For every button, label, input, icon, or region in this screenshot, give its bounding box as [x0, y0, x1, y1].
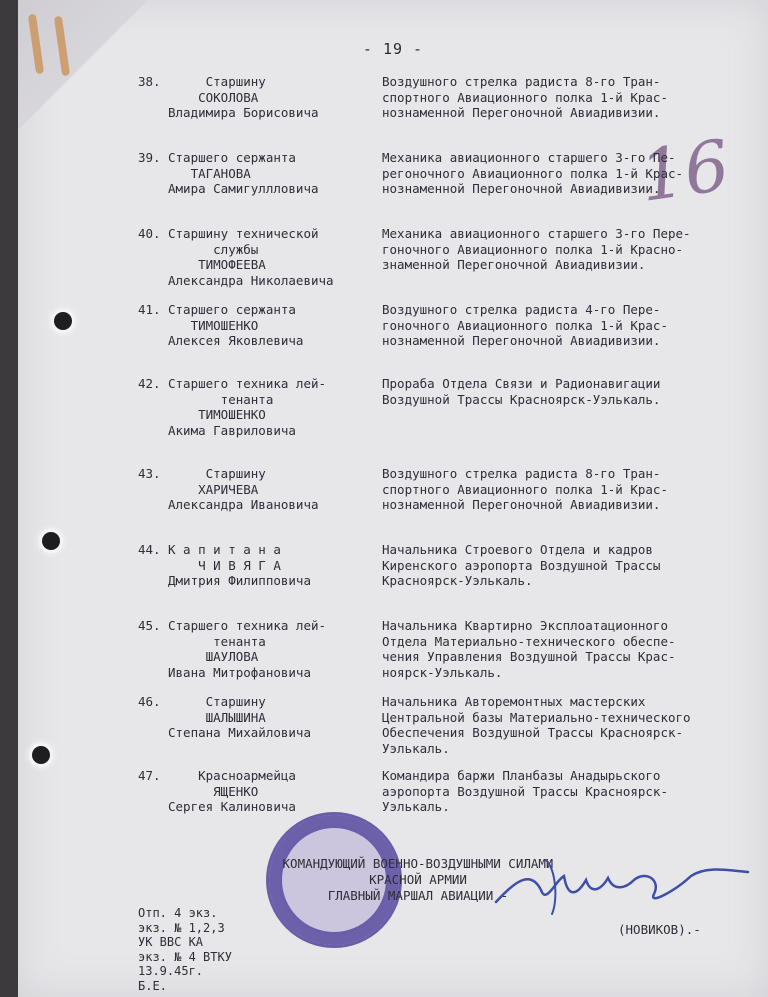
dispatch-line: экз. № 1,2,3 [138, 920, 225, 935]
rank-name-line: Старшего техника лей- [168, 376, 327, 391]
position-line: гоночного Авиационного полка 1-й Красно- [382, 241, 684, 257]
dispatch-line: Отп. 4 экз. [138, 906, 218, 920]
rank-name-line: тенанта [168, 391, 274, 407]
position-description [382, 376, 762, 407]
position-line: регоночного Авиационного полка 1-й Крас- [382, 165, 684, 181]
position-line: Воздушной Трассы Красноярск-Уэлькаль. [382, 391, 661, 407]
rank-name-line: ТИМОШЕНКО [168, 317, 259, 333]
position-line: Обеспечения Воздушной Трассы Красноярск- [382, 725, 684, 740]
position-description [382, 466, 762, 513]
rank-and-name [168, 618, 378, 680]
entry-number: 47. [138, 768, 161, 783]
dispatch-line: экз. № 4 ВТКУ [138, 949, 232, 964]
punch-hole [42, 532, 60, 550]
rank-name-line: тенанта [168, 633, 266, 649]
rank-name-line: Александра Николаевича [168, 272, 334, 288]
rank-name-line: Алексея Яковлевича [168, 333, 304, 348]
rank-name-line: Старшину [168, 694, 266, 709]
dispatch-line: 13.9.45г. [138, 964, 204, 978]
entry-number: 41. [138, 302, 161, 317]
rank-name-line: Старшину [168, 74, 266, 89]
rank-name-line: Старшего сержанта [168, 150, 296, 165]
position-line: Воздушного стрелка радиста 8-го Тран- [382, 466, 661, 481]
entry-number: 46. [138, 694, 161, 709]
rank-name-line: ЯЩЕНКО [168, 783, 259, 799]
position-line: Киренского аэропорта Воздушной Трассы [382, 557, 661, 573]
entry-number: 43. [138, 466, 161, 481]
position-description [382, 74, 762, 121]
position-line: нознаменной Перегоночной Авиадивизии. [382, 105, 661, 120]
rank-name-line: Красноармейца [168, 768, 296, 783]
position-line: ноярск-Уэлькаль. [382, 664, 503, 680]
position-line: Центральной базы Материально-технического [382, 709, 691, 725]
position-line: Уэлькаль. [382, 740, 450, 756]
rank-name-line: Акима Гавриловича [168, 422, 296, 438]
rank-name-line: Дмитрия Филипповича [168, 573, 311, 588]
rank-name-line: ТИМОФЕЕВА [168, 257, 266, 272]
commander-title-line: ГЛАВНЫЙ МАРШАЛ АВИАЦИИ - [327, 888, 509, 903]
entry-number: 39. [138, 150, 161, 165]
position-description [382, 694, 762, 756]
dispatch-line: УК ВВС КА [138, 935, 204, 949]
rank-name-line: Старшину [168, 466, 266, 481]
rank-name-line: Амира Самигуллловича [168, 181, 319, 196]
rank-and-name [168, 768, 378, 815]
rank-and-name [168, 376, 378, 438]
punch-hole [32, 746, 50, 764]
position-description [382, 150, 762, 197]
handwritten-signature [486, 850, 756, 920]
rank-and-name [168, 302, 378, 349]
rank-name-line: Ч И В Я Г А [168, 557, 281, 573]
position-line: спортного Авиационного полка 1-й Крас- [382, 89, 668, 105]
rank-name-line: Александра Ивановича [168, 497, 319, 512]
rank-name-line: Ивана Митрофановича [168, 664, 311, 680]
rank-name-line: Старшего техника лей- [168, 618, 327, 633]
dispatch-note [138, 906, 232, 993]
rank-and-name [168, 542, 378, 589]
rank-name-line: Владимира Борисовича [168, 105, 319, 120]
position-line: нознаменной Перегоночной Авиадивизии. [382, 497, 661, 512]
rank-name-line: СОКОЛОВА [168, 89, 259, 105]
rank-name-line: ШАЛЫШИНА [168, 709, 266, 725]
dispatch-line: Б.Е. [138, 978, 167, 993]
entry-number: 44. [138, 542, 161, 557]
position-line: Механика авиационного старшего 3-го Пере- [382, 226, 691, 241]
handwritten-page-number: 16 [634, 124, 735, 218]
position-line: спортного Авиационного полка 1-й Крас- [382, 481, 668, 497]
position-line: Механика авиационного старшего 3-го Пе- [382, 150, 676, 165]
position-line: гоночного Авиационного полка 1-й Крас- [382, 317, 668, 333]
rank-and-name [168, 226, 378, 288]
position-line: нознаменной Перегоночной Авиадивизии. [382, 181, 661, 196]
page-number: - 19 - [362, 40, 424, 58]
position-line: Начальника Квартирно Эксплоатационного [382, 618, 668, 633]
rank-name-line: Сергея Калиновича [168, 799, 296, 814]
position-line: Воздушного стрелка радиста 4-го Пере- [382, 302, 661, 317]
document-sheet [18, 0, 768, 997]
position-line: Отдела Материально-технического обеспе- [382, 633, 676, 649]
position-line: Командира баржи Планбазы Анадырьского [382, 768, 661, 783]
rank-name-line: Степана Михайловича [168, 725, 311, 740]
rank-name-line: ШАУЛОВА [168, 649, 259, 664]
position-line: Начальника Авторемонтных мастерских [382, 694, 646, 709]
position-line: Воздушного стрелка радиста 8-го Тран- [382, 74, 661, 89]
position-description [382, 226, 762, 273]
position-description [382, 302, 762, 349]
signatory-name: (НОВИКОВ).- [618, 922, 701, 937]
punch-hole [54, 312, 72, 330]
commander-title-line: КОМАНДУЮЩИЙ ВОЕННО-ВОЗДУШНЫМИ СИЛАМИ [282, 856, 554, 871]
rank-and-name [168, 694, 378, 741]
rank-and-name [168, 466, 378, 513]
commander-title-line: КРАСНОЙ АРМИИ [369, 872, 467, 887]
rank-name-line: службы [168, 241, 259, 257]
entry-number: 40. [138, 226, 161, 241]
rank-name-line: ТИМОШЕНКО [168, 407, 266, 422]
position-line: Начальника Строевого Отдела и кадров [382, 542, 653, 557]
rank-name-line: ХАРИЧЕВА [168, 481, 259, 497]
entry-number: 45. [138, 618, 161, 633]
entry-number: 38. [138, 74, 161, 89]
position-line: знаменной Перегоночной Авиадивизии. [382, 257, 646, 272]
rank-name-line: Старшину технической [168, 226, 319, 241]
entry-number: 42. [138, 376, 161, 391]
rank-name-line: К а п и т а н а [168, 542, 281, 557]
position-line: аэропорта Воздушной Трассы Красноярск- [382, 783, 668, 799]
position-line: Красноярск-Уэлькаль. [382, 573, 533, 588]
position-description [382, 542, 762, 589]
position-description [382, 768, 762, 815]
position-line: нознаменной Перегоночной Авиадивизии. [382, 333, 661, 348]
rank-name-line: ТАГАНОВА [168, 165, 251, 181]
position-line: Уэлькаль. [382, 799, 450, 814]
position-line: чения Управления Воздушной Трассы Крас- [382, 649, 676, 664]
rank-name-line: Старшего сержанта [168, 302, 296, 317]
rank-and-name [168, 74, 378, 121]
position-description [382, 618, 762, 680]
position-line: Прораба Отдела Связи и Радионавигации [382, 376, 661, 391]
rank-and-name [168, 150, 378, 197]
